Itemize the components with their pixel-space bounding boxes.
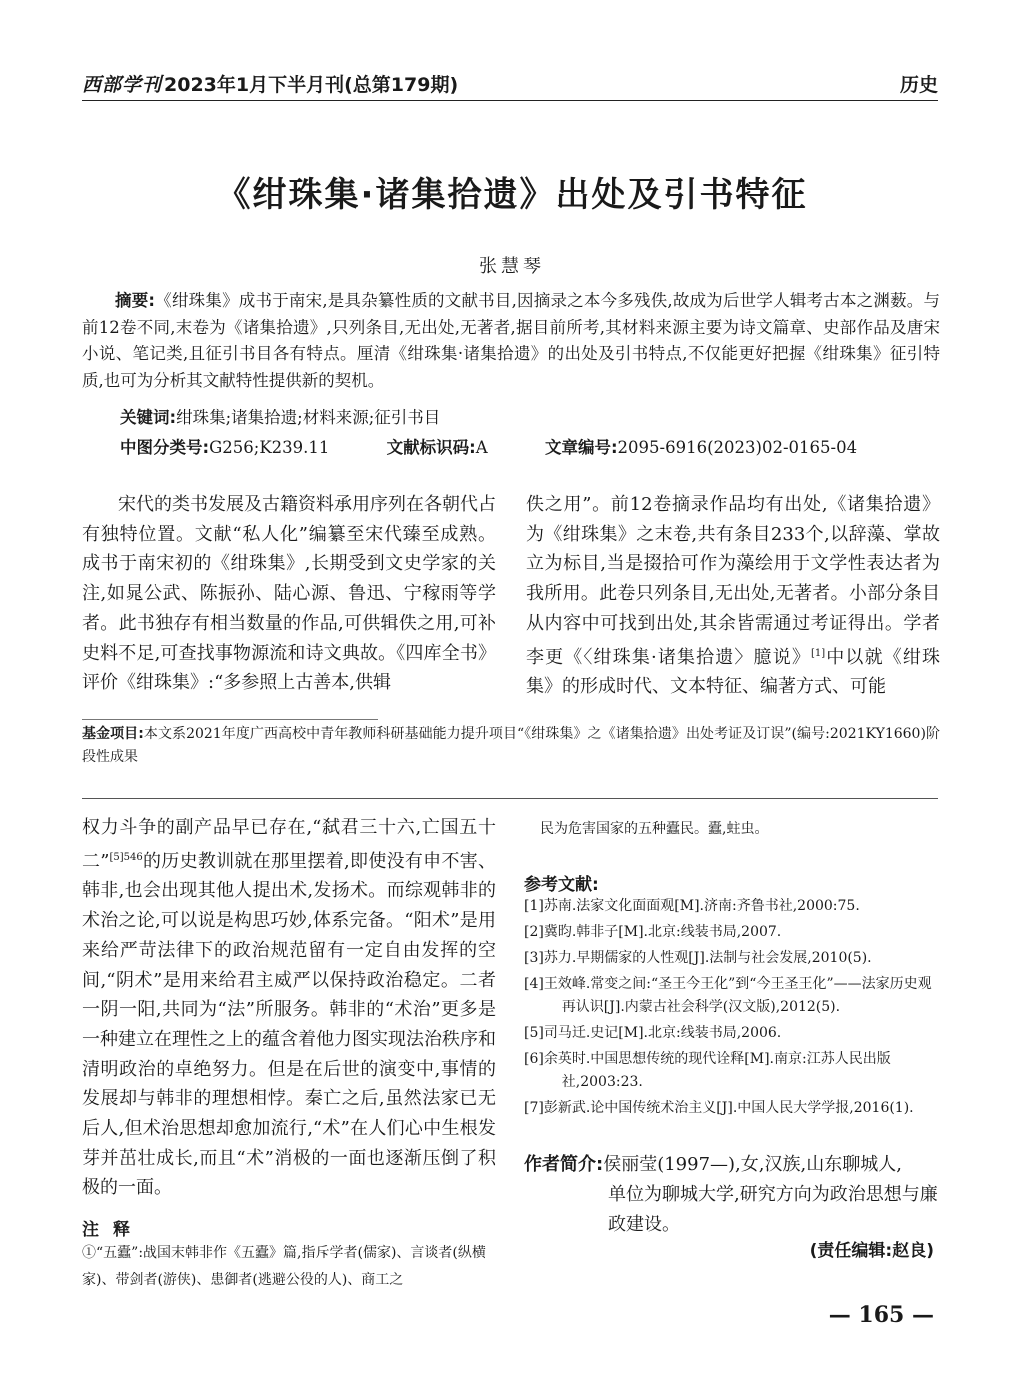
body-right-text-b: 中以就《绀珠集》的形成时代、文本特征、编著方式、可能 [526,646,940,698]
keywords [120,405,440,431]
citation-sup: [1] [810,647,826,659]
previous-article-body [82,813,496,1203]
article-no-value: 2095-6916(2023)02-0165-04 [617,438,858,457]
body-left-column: 宋代的类书发展及古籍资料承用序列在各朝代占有独特位置。文献“私人化”编纂至宋代臻至成熟。成书于南宋初的《绀珠集》,长期受到文史学家的关注,如晁公武、陈振孙、陆心源、鲁迅、宁稼雨等学者。此书独存有相当数量的作品,可供辑佚之用,可补史料不足,可查找事物源流和诗文典故。《四库全书》评价《绀珠集》:“多参照上古善本,供辑 [82,494,496,694]
keywords-label: 关键词: [120,408,177,427]
footnote-divider [82,719,378,720]
prev-text-a: 权力斗争的副产品早已存在,“弑君三十六,亡国五十二” [82,817,496,872]
prev-text-b: 的历史教训就在那里摆着,即使没有申不害、韩非,也会出现其他人提出术,发扬术。而综观韩非的术治之论,可以说是构思巧妙,体系完备。“阳术”是用来给严苛法律下的政治规范留有一定自由发挥的空间,“阴术”是用来给君主威严以保持政治稳定。二者一阴一阳,共同为“法”所服务。韩非的“术治”更多是一种建立在理性之上的蕴含着他力图实现法治秩序和清明政治的卓绝努力。但是在后世的演变中,事情的发展却与韩非的理想相悖。秦亡之后,虽然法家已无后人,但术治思想却愈加流行,“术”在人们心中生根发芽并茁壮成长,而且“术”消极的一面也逐渐压倒了积极的一面。 [82,850,496,1199]
note-1-continued: 民为危害国家的五种蠹民。蠹,蛀虫。 [540,821,769,837]
fund-note [82,723,940,769]
article-no-label: 文章编号: [544,438,618,457]
issue-info: 2023年1月下半月刊(总第179期) [164,74,459,96]
classification-line [120,435,940,461]
note-1: ①“五蠹”:战国末韩非作《五蠹》篇,指斥学者(儒家)、言谈者(纵横家)、带剑者(游侠)、患御者(逃避公役的人)、商工之 [82,1245,486,1288]
abstract-text: 《绀珠集》成书于南宋,是具杂纂性质的文献书目,因摘录之本今多残佚,故成为后世学人辑考古本之渊薮。与前12卷不同,末卷为《诸集拾遗》,只列条目,无出处,无著者,据目前所考,其材料来源主要为诗文篇章、史部作品及唐宋小说、笔记类,且征引书目各有特点。厘清《绀珠集·诸集拾遗》的出处及引书特点,不仅能更好把握《绀珠集》征引特质,也可为分析其文献特性提供新的契机。 [82,291,940,390]
reference-item: [6]余英时.中国思想传统的现代诠释[M].南京:江苏人民出版社,2003:23. [524,1051,891,1090]
clc-label: 中图分类号: [120,438,210,457]
reference-item: [5]司马迁.史记[M].北京:线装书局,2006. [524,1025,782,1041]
clc-value: G256;K239.11 [209,438,330,457]
doc-code-label: 文献标识码: [386,438,476,457]
header-divider [82,100,938,101]
fund-text: 本文系2021年度广西高校中青年教师科研基础能力提升项目“《绀珠集》之《诸集拾遗》出处考证及订误”(编号:2021KY1660)阶段性成果 [82,726,940,765]
author-bio [524,1150,944,1240]
references-title: 参考文献: [524,875,599,895]
doc-code-value: A [475,438,488,457]
abstract [82,288,940,394]
reference-item: [3]苏力.早期儒家的人性观[J].法制与社会发展,2010(5). [524,950,872,966]
bio-rest: 单位为聊城大学,研究方向为政治思想与廉政建设。 [608,1184,938,1235]
reference-item: [1]苏南.法家文化面面观[M].济南:齐鲁书社,2000:75. [524,898,860,914]
prev-citation-sup: [5]546 [109,851,143,863]
body-right-column [526,490,940,702]
reference-item: [7]彭新武.论中国传统术治主义[J].中国人民大学学报,2016(1). [524,1100,914,1116]
references-list [524,895,940,1123]
article-title: 《绀珠集·诸集拾遗》出处及引书特征 [216,175,808,215]
abstract-label: 摘要: [115,291,156,310]
page-number: — 165 — [828,1302,934,1328]
bio-first-line: 侯丽莹(1997—),女,汉族,山东聊城人, [603,1154,902,1175]
journal-logo: 西部学刊 [82,74,163,96]
fund-label: 基金项目: [82,726,144,742]
article-author: 张慧琴 [479,256,545,277]
journal-header [82,70,458,97]
reference-item: [4]王效峰.常变之间:“圣王今王化”到“今王圣王化”——法家历史观再认识[J].内蒙古社会科学(汉文版),2012(5). [524,976,932,1015]
keywords-text: 绀珠集;诸集拾遗;材料来源;征引书目 [176,408,441,427]
section-divider [82,798,938,799]
bio-label: 作者简介: [524,1154,604,1175]
section-label: 历史 [899,74,938,96]
notes-title: 注释 [82,1220,144,1240]
reference-item: [2]冀昀.韩非子[M].北京:线装书局,2007. [524,924,782,940]
body-right-text-a: 佚之用”。前12卷摘录作品均有出处,《诸集拾遗》为《绀珠集》之末卷,共有条目233个,以辞藻、掌故立为标目,当是掇拾可作为藻绘用于文学性表达者为我所用。此卷只列条目,无出处,无著者。小部分条目从内容中可找到出处,其余皆需通过考证得出。学者李更《〈绀珠集·诸集拾遗〉臆说》 [526,494,940,668]
responsible-editor: (责任编辑:赵良) [809,1241,934,1261]
